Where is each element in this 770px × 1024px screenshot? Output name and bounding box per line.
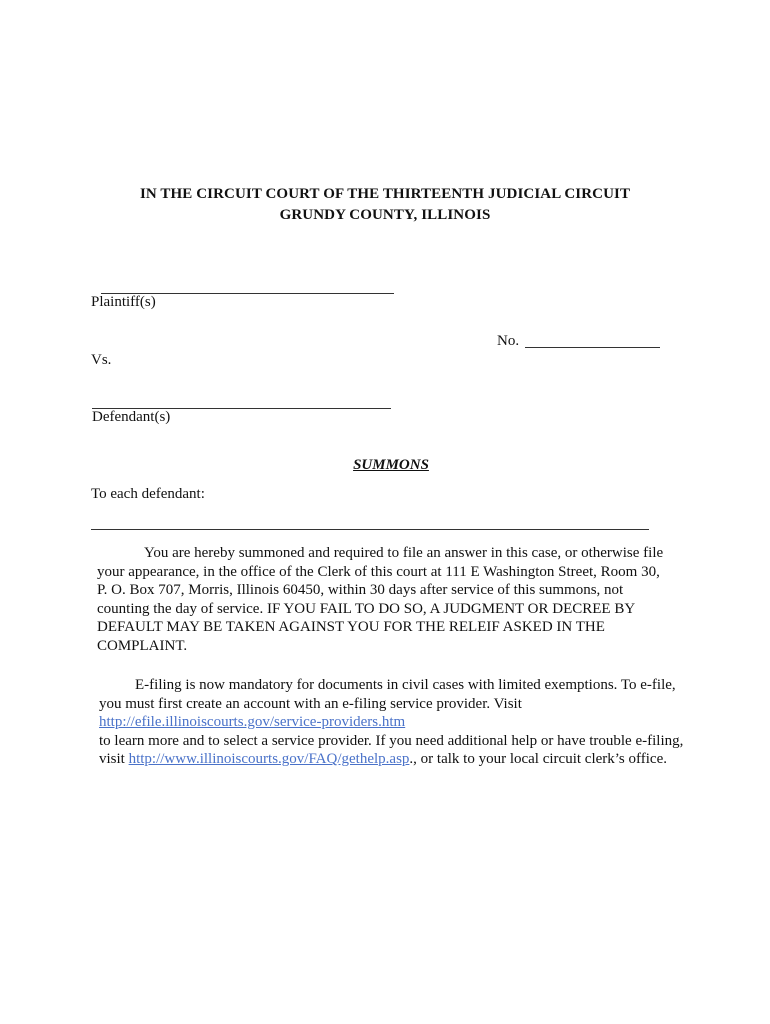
plaintiff-label: Plaintiff(s)	[91, 294, 156, 310]
efiling-line: you must first create an account with an e-filing service provider. Visit	[99, 695, 522, 712]
summons-line: P. O. Box 707, Morris, Illinois 60450, within 30 days after service of this summons, not	[97, 582, 624, 599]
efiling-paragraph	[99, 676, 689, 769]
case-number-label: No.	[497, 333, 520, 349]
efiling-line: E-filing is now mandatory for documents in civil cases with limited exemptions. To e-file,	[135, 677, 676, 693]
case-number-line	[525, 347, 660, 348]
gethelp-link[interactable]: http://www.illinoiscourts.gov/FAQ/gethelp.asp	[128, 751, 410, 768]
summons-paragraph	[97, 544, 687, 656]
summons-line: your appearance, in the office of the Clerk of this court at 111 E Washington Street, Room 30,	[97, 563, 660, 580]
versus-label: Vs.	[91, 352, 112, 368]
court-title: IN THE CIRCUIT COURT OF THE THIRTEENTH JUDICIAL CIRCUIT	[139, 186, 631, 202]
summons-line: DEFAULT MAY BE TAKEN AGAINST YOU FOR THE RELEIF ASKED IN THE	[97, 619, 605, 636]
summons-line: You are hereby summoned and required to file an answer in this case, or otherwise file	[144, 545, 664, 561]
summons-title: SUMMONS	[353, 457, 429, 473]
to-each-defendant-label: To each defendant:	[91, 486, 205, 502]
efiling-closing-text: ., or talk to your local circuit clerk’s office.	[409, 751, 667, 768]
county-title: GRUNDY COUNTY, ILLINOIS	[279, 207, 491, 223]
defendant-label: Defendant(s)	[92, 409, 171, 425]
service-providers-link[interactable]: http://efile.illinoiscourts.gov/service-providers.htm	[99, 714, 406, 731]
summons-line: counting the day of service. IF YOU FAIL TO DO SO, A JUDGMENT OR DECREE BY	[97, 600, 636, 617]
efiling-line: to learn more and to select a service provider. If you need additional help or have trouble e-filing,	[99, 732, 684, 749]
defendant-name-line	[91, 529, 649, 530]
visit-text: visit	[99, 751, 125, 768]
summons-line: COMPLAINT.	[97, 637, 188, 654]
